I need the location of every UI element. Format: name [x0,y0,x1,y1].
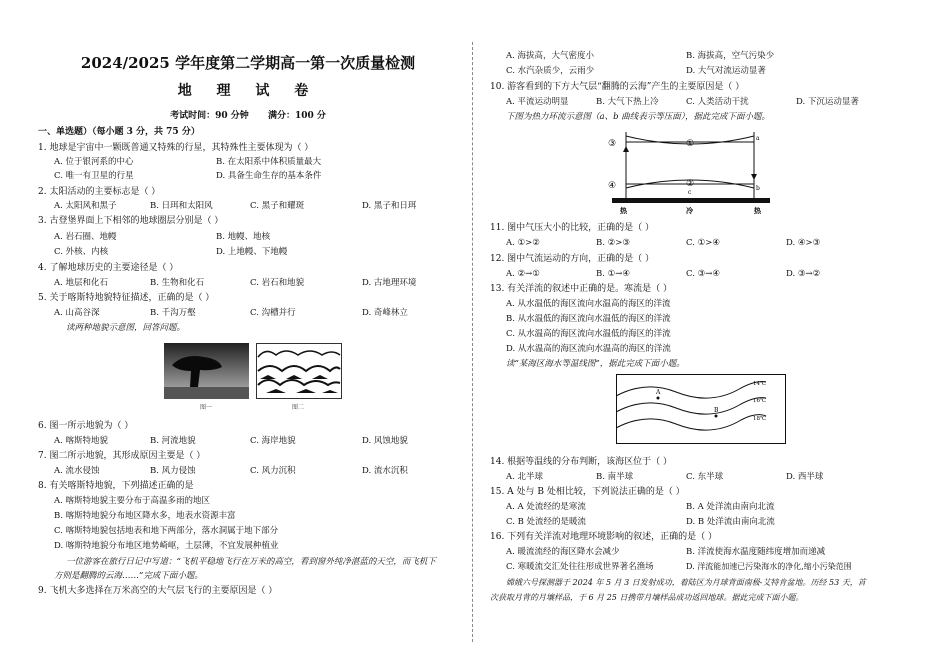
q9-option-d: D. 大气对流运动显著 [686,66,766,76]
q13-option-d: D. 从水温高的海区流向水温高的海区的洋流 [506,344,671,354]
q11-option-b: B. ②>③ [596,238,631,248]
point-4-label: ④ [608,181,617,191]
q16-option-c: C. 寒暖流交汇处往往形成世界著名渔场 [506,562,654,572]
q10-option-d: D. 下沉运动显著 [796,97,859,107]
q10-options [506,96,859,108]
figure-1-caption: 图一 [200,404,213,411]
q13-option-a: A. 从水温低的海区流向水温高的海区的洋流 [506,299,671,309]
section-title: 一、单选题）（每小题 3 分，共 75 分） [38,127,200,137]
q1-stem: 1. 地球是宇宙中一颗既普通又特殊的行星，其特殊性主要体现为（ ） [38,143,314,153]
q2-option-c: C. 黑子和耀斑 [250,201,305,211]
exam-meta [38,108,458,121]
q2-stem: 2. 太阳活动的主要标志是（ ） [38,187,161,197]
change6-note-line1: 嫦娥六号探测器于 2024 年 5 月 3 日发射成功，着陆区为月球背面南极-艾特肯盆地。历经 53 天，首 [506,578,866,587]
q7-option-c: C. 风力沉积 [250,466,296,476]
q12-options [506,268,820,280]
q14-option-a: A. 北半球 [506,472,544,482]
q6-options [54,435,408,447]
exam-subtitle: 地 理 试 卷 [177,83,319,99]
q11-option-a: A. ①>② [506,238,540,248]
q2-option-d: D. 黑子和日珥 [362,201,417,211]
q4-options [54,277,416,289]
q3-option-c: C. 外核、内核 [54,247,109,257]
q4-option-c: C. 岩石和地貌 [250,278,305,288]
point-a-label: A [656,389,661,396]
q5-stem: 5. 关于喀斯特地貌特征描述，正确的是（ ） [38,293,215,303]
q9-options [506,50,774,62]
q5-option-c: C. 沟槽并行 [250,308,296,318]
q1-option-a: A. 位于银河系的中心 [54,157,134,167]
q1-option-d: D. 具备生命生存的基本条件 [216,171,322,181]
note-thermal-circulation: 下图为热力环流示意图（a、b 曲线表示等压面），据此完成下面小题。 [506,112,770,122]
q8-option-b: B. 喀斯特地貌分布地区降水多，地表水资源丰富 [54,511,236,521]
q10-option-c: C. 人类活动干扰 [686,97,749,107]
q12-option-a: A. ②→① [506,269,540,279]
q3-options [54,231,270,243]
q14-options [506,471,823,483]
q15-option-a: A. A 处流经的是寒流 [506,502,586,512]
q4-option-a: A. 地层和化石 [54,278,109,288]
hot-label-right: 热 [754,206,761,215]
q15-option-d: D. B 处洋流由南向北流 [686,517,775,527]
q7-stem: 7. 图二所示地貌，其形成原因主要是（ ） [38,451,206,461]
q16-options [506,546,825,558]
q11-stem: 11. 图中气压大小的比较，正确的是（ ） [490,223,655,233]
q6-option-c: C. 海岸地貌 [250,436,296,446]
q10-stem: 10. 游客看到的下方大气层“翻腾的云海”产生的主要原因是（ ） [490,82,745,92]
q9-stem: 9. 飞机大多选择在万米高空的大气层飞行的主要原因是（ ） [38,586,278,596]
q10-option-a: A. 平流运动明显 [506,97,569,107]
q2-options [54,200,416,212]
q3-stem: 3. 古登堡界面上下相邻的地球圈层分别是（ ） [38,216,224,226]
q15-options [506,501,775,513]
q6-stem: 6. 图一所示地貌为（ ） [38,421,134,431]
q7-options [54,465,408,477]
q5-option-a: A. 山高谷深 [54,308,100,318]
q2-option-a: A. 太阳风和黑子 [54,201,117,211]
q7-option-b: B. 风力侵蚀 [150,466,196,476]
q9-option-b: B. 海拔高，空气污染少 [686,51,775,61]
q4-option-d: D. 古地理环境 [362,278,417,288]
q3-option-a: A. 岩石圈、地幔 [54,232,117,242]
q8-stem: 8. 有关喀斯特地貌，下列描述正确的是 [38,481,194,491]
q14-option-c: C. 东半球 [686,472,724,482]
point-3-label: ③ [608,139,617,149]
q6-option-a: A. 喀斯特地貌 [54,436,109,446]
q15-option-b: B. A 处洋流由南向北流 [686,502,775,512]
note-landforms: 读两种地貌示意图，回答问题。 [66,323,186,333]
q6-option-b: B. 河流地貌 [150,436,196,446]
q3-option-d: D. 上地幔、下地幔 [216,247,288,257]
q13-option-c: C. 从水温高的海区流向水温低的海区的洋流 [506,329,671,339]
q13-option-b: B. 从水温低的海区流向水温低的海区的洋流 [506,314,671,324]
q4-option-b: B. 生物和化石 [150,278,205,288]
curve-a-label: a [756,135,760,142]
q14-option-b: B. 南半球 [596,472,634,482]
q15-option-c: C. B 处流经的是暖流 [506,517,587,527]
q6-option-d: D. 风蚀地貌 [362,436,408,446]
q5-options [54,307,408,319]
q13-stem: 13. 有关洋流的叙述中正确的是。寒流是（ ） [490,284,673,294]
isotherm-14-label: 14℃ [753,381,767,387]
q11-option-c: C. ①>④ [686,238,720,248]
q16-option-b: B. 洋流使海水温度随纬度增加而递减 [686,547,826,557]
q15-stem: 15. A 处与 B 处相比较，下列说法正确的是（ ） [490,487,685,497]
note-isotherm: 读“某海区海水等温线图”，据此完成下面小题。 [506,359,685,369]
hot-label-left: 热 [620,206,627,215]
q14-option-d: D. 西半球 [786,472,824,482]
diary-note-line2: 方则是翻腾的云海……”完成下面小题。 [54,571,203,581]
point-c-label: c [688,189,692,196]
figure-2-caption: 图二 [292,404,305,411]
q2-option-b: B. 日珥和太阳风 [150,201,213,211]
q3-option-b: B. 地幔、地核 [216,232,271,242]
q7-option-d: D. 流水沉积 [362,466,408,476]
q9-options-2 [506,65,766,77]
q10-option-b: B. 大气下热上冷 [596,97,659,107]
q15-options-2 [506,516,775,528]
q16-option-d: D. 洋流能加速已污染海水的净化,缩小污染范围 [686,562,852,571]
q1-option-b: B. 在太阳系中体积质量最大 [216,157,322,167]
q11-options [506,237,820,249]
isotherm-18-label: 18℃ [753,416,767,422]
diary-note-line1: 一位游客在旅行日记中写道：“飞机平稳地飞行在万米的高空，看到窗外纯净湛蓝的天空，而飞机下 [66,557,436,567]
q5-option-b: B. 千沟万壑 [150,308,196,318]
q8-option-c: C. 喀斯特地貌包括地表和地下两部分，落水洞属于地下部分 [54,526,279,536]
q3-options-2 [54,246,287,258]
q1-option-c: C. 唯一有卫星的行星 [54,171,134,181]
point-1-label: ① [686,139,695,149]
q16-option-a: A. 暖流流经的海区降水会减少 [506,547,620,557]
q5-option-d: D. 奇峰林立 [362,308,408,318]
q12-stem: 12. 图中气流运动的方向，正确的是（ ） [490,254,655,264]
q9-option-c: C. 水汽杂质少，云雨少 [506,66,595,76]
column-divider [472,42,473,642]
point-b-label: B [714,407,719,414]
exam-time: 考试时间：90 分钟 [170,111,249,121]
thermal-circulation-diagram [606,128,776,216]
change6-note-line2: 次获取月背的月壤样品，于 6 月 25 日携带月壤样品成功返回地球。据此完成下面小题。 [490,593,804,602]
q16-stem: 16. 下列有关洋流对地理环境影响的叙述，正确的是（ ） [490,532,718,542]
q14-stem: 14. 根据等温线的分布判断，该海区位于（ ） [490,457,673,467]
figure-1-image [164,343,249,399]
q16-options-2 [506,561,852,573]
cold-label: 冷 [686,206,693,215]
q12-option-b: B. ①→④ [596,269,631,279]
point-2-label: ② [686,179,695,189]
q12-option-d: D. ③→② [786,269,821,279]
curve-b-label: b [756,185,760,192]
q9-option-a: A. 海拔高，大气密度小 [506,51,595,61]
q4-stem: 4. 了解地球历史的主要途径是（ ） [38,263,179,273]
q8-option-a: A. 喀斯特地貌主要分布于高温多雨的地区 [54,496,211,506]
q1-options-2 [54,170,321,182]
q8-option-d: D. 喀斯特地貌分布地区地势崎岖，土层薄，不宜发展种植业 [54,541,279,551]
exam-title: 2024/2025 学年度第二学期高一第一次质量检测 [80,54,416,72]
q1-options [54,156,321,168]
isotherm-16-label: 16℃ [753,398,767,404]
q7-option-a: A. 流水侵蚀 [54,466,100,476]
q12-option-c: C. ③→④ [686,269,720,279]
isotherm-map [616,374,786,444]
q11-option-d: D. ④>③ [786,238,821,248]
full-score: 满分：100 分 [267,111,326,121]
figure-2-image [256,343,342,399]
